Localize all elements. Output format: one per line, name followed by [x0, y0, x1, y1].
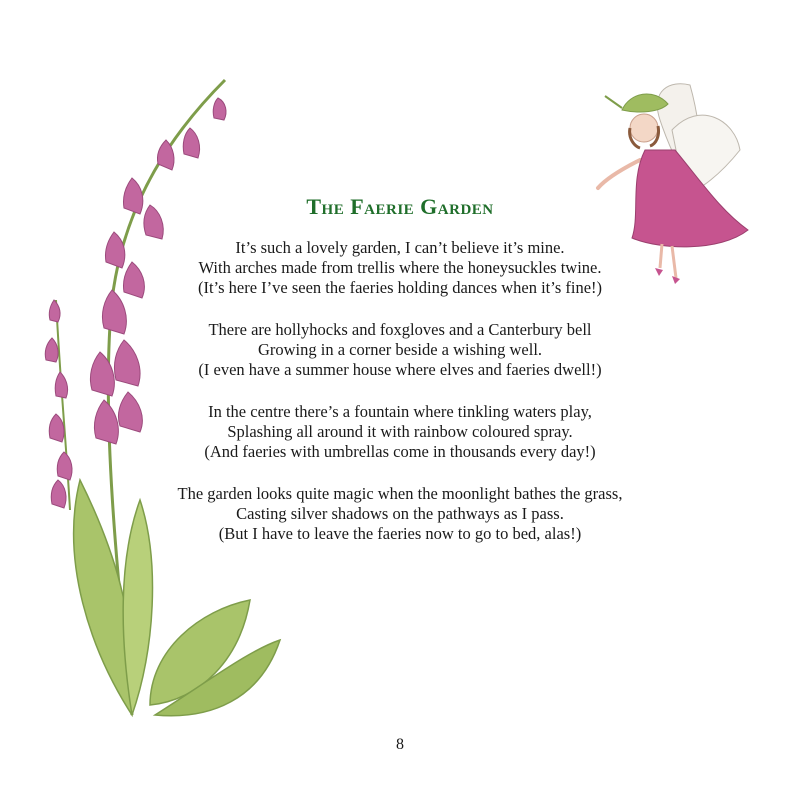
page-number: 8 [396, 736, 404, 753]
fairy-hat-tip-icon [605, 96, 622, 108]
poem-line: With arches made from trellis where the honeysuckles twine. [198, 258, 602, 277]
poem-line: (But I have to leave the faeries now to go to bed, alas!) [218, 524, 582, 543]
poem-line: Splashing all around it with rainbow coloured spray. [227, 422, 573, 441]
poem-line: It’s such a lovely garden, I can’t believe it’s mine. [235, 238, 565, 257]
poem-stanza [130, 402, 670, 462]
fairy-head-icon [630, 114, 658, 142]
poem-line: (And faeries with umbrellas come in thousands every day!) [204, 442, 596, 461]
poem-stanza [130, 484, 670, 544]
poem-line: (It’s here I’ve seen the faeries holding dances when it’s fine!) [197, 278, 603, 297]
poem-line: Growing in a corner beside a wishing well. [257, 340, 543, 359]
poem-stanza [130, 238, 670, 298]
poem-line: In the centre there’s a fountain where tinkling waters play, [208, 402, 592, 421]
poem-line: The garden looks quite magic when the moonlight bathes the grass, [177, 484, 623, 503]
page-title: The Faerie Garden [306, 194, 494, 219]
poem-stanza [130, 320, 670, 380]
poem [130, 238, 670, 566]
poem-line: There are hollyhocks and foxgloves and a Canterbury bell [208, 320, 592, 339]
fairy-arm-icon [598, 160, 640, 188]
poem-line: (I even have a summer house where elves and faeries dwell!) [198, 360, 602, 379]
poem-line: Casting silver shadows on the pathways as I pass. [236, 504, 564, 523]
